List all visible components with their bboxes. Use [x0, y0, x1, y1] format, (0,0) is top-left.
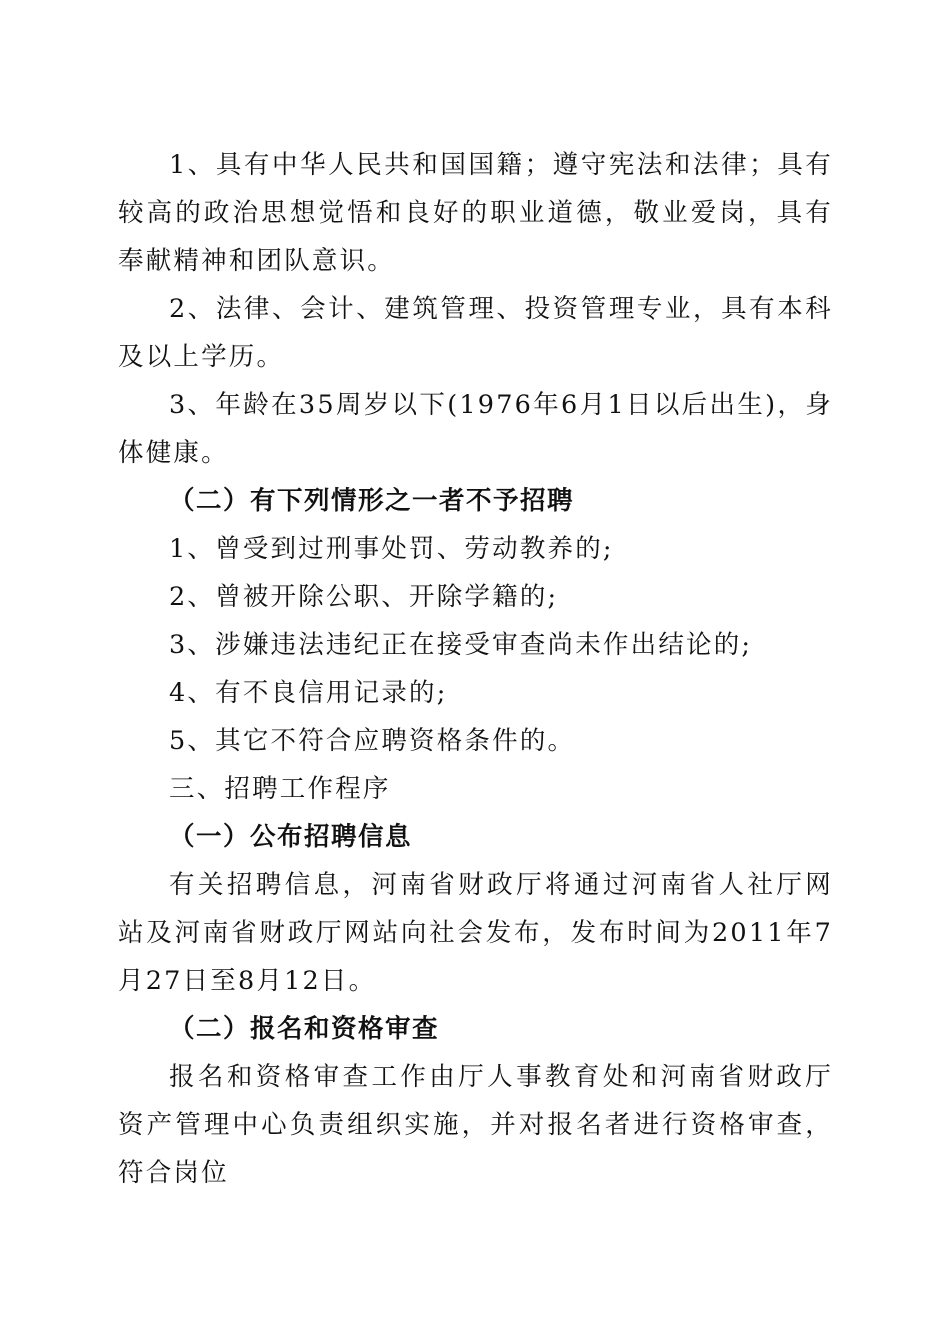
document-body [118, 141, 833, 1197]
requirement-education: 2、法律、会计、建筑管理、投资管理专业，具有本科及以上学历。 [118, 294, 833, 372]
requirement-nationality: 1、具有中华人民共和国国籍；遵守宪法和法律；具有较高的政治思想觉悟和良好的职业道德，敬业爱岗，具有奉献精神和团队意识。 [118, 150, 833, 276]
registration-paragraph: 报名和资格审查工作由厅人事教育处和河南省财政厅资产管理中心负责组织实施，并对报名者进行资格审查，符合岗位 [118, 1062, 833, 1188]
requirement-age: 3、年龄在35周岁以下(1976年6月1日以后出生)，身体健康。 [118, 390, 833, 468]
publish-info-paragraph: 有关招聘信息，河南省财政厅将通过河南省人社厅网站及河南省财政厅网站向社会发布，发布时间为2011年7月27日至8月12日。 [118, 870, 833, 996]
section-title-procedure: 三、招聘工作程序 [169, 774, 391, 804]
disqualification-item-4: 4、有不良信用记录的; [169, 678, 448, 708]
disqualification-item-5: 5、其它不符合应聘资格条件的。 [169, 726, 576, 756]
heading-disqualifications: （二）有下列情形之一者不予招聘 [169, 486, 575, 516]
disqualification-item-3: 3、涉嫌违法违纪正在接受审查尚未作出结论的; [169, 630, 753, 660]
heading-publish-info: （一）公布招聘信息 [169, 822, 413, 852]
disqualification-item-1: 1、曾受到过刑事处罚、劳动教养的; [169, 534, 614, 564]
heading-registration: （二）报名和资格审查 [169, 1014, 440, 1044]
disqualification-item-2: 2、曾被开除公职、开除学籍的; [169, 582, 559, 612]
